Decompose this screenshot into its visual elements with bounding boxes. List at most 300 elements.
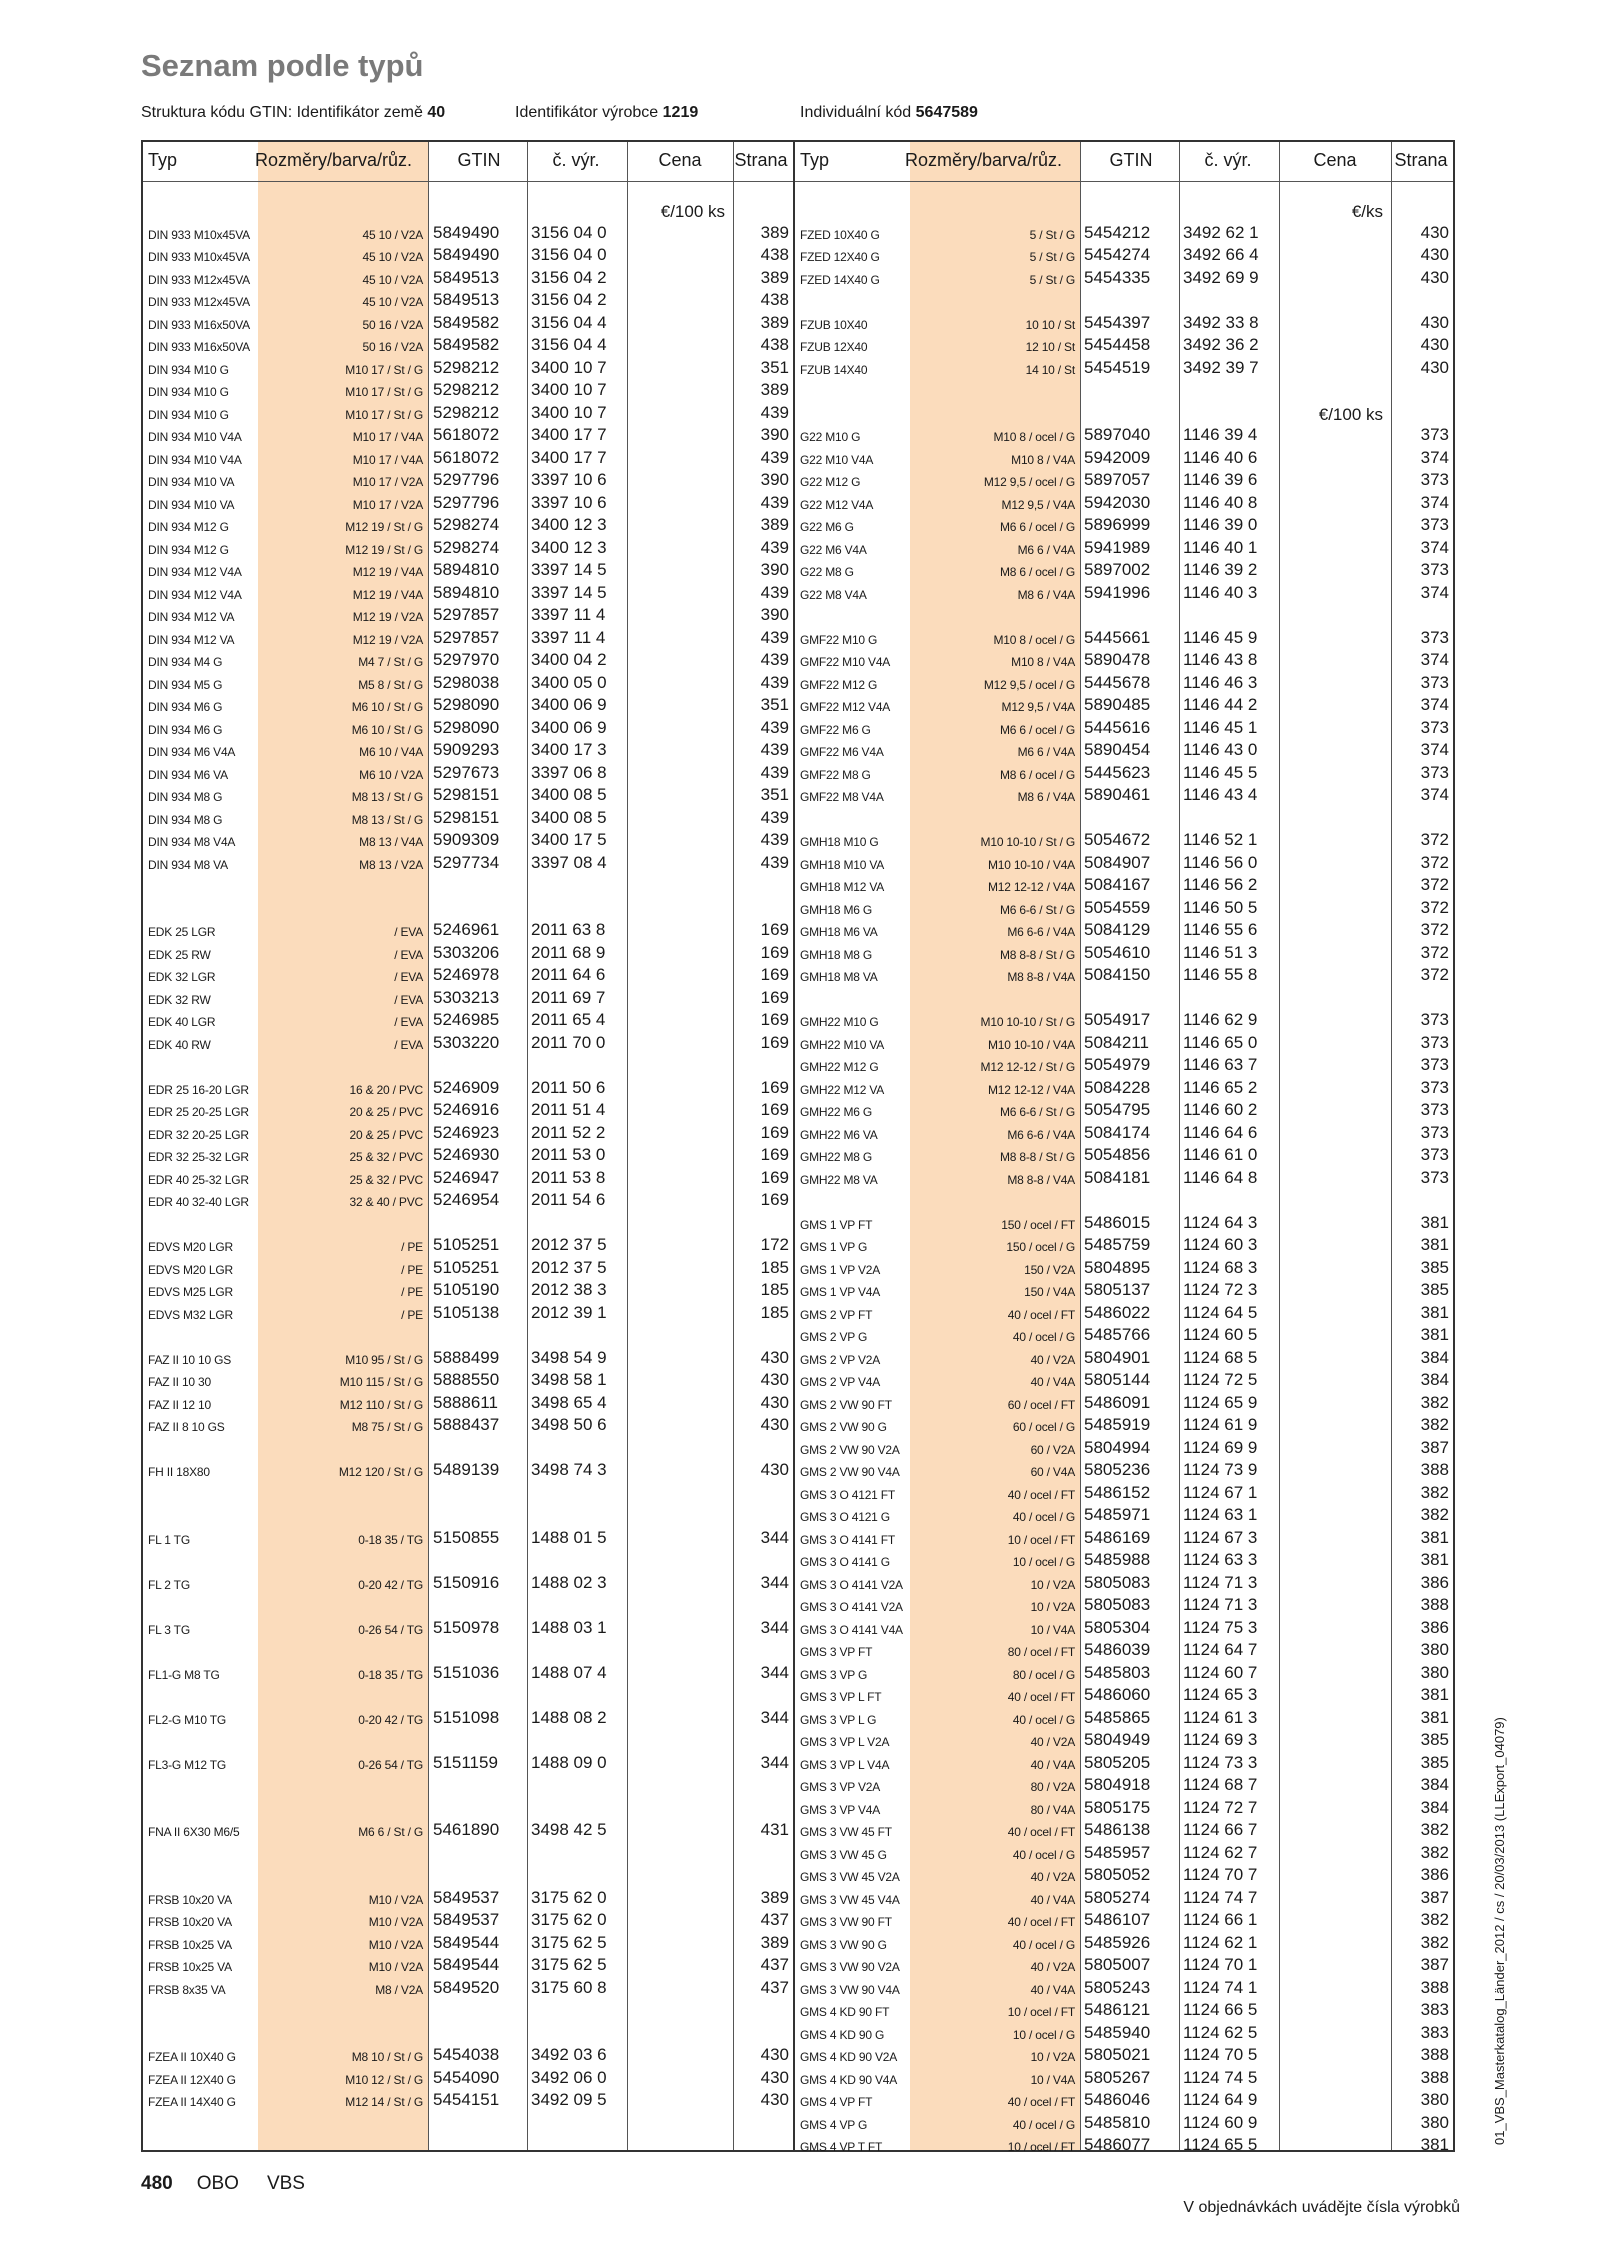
gtin-cell: 5246947 — [433, 1167, 500, 1187]
table-row — [795, 853, 1453, 875]
table-row — [795, 493, 1453, 515]
gtin-cell: 5486046 — [1084, 2090, 1151, 2109]
type-cell: GMS 4 KD 90 G — [800, 2027, 885, 2042]
page-ref-cell: 373 — [1420, 515, 1449, 534]
page-ref-cell: 439 — [760, 402, 789, 422]
page-ref-cell: 372 — [1420, 942, 1449, 962]
type-cell: DIN 933 M10x45VA — [148, 227, 250, 242]
article-number-cell: 1146 45 9 — [1183, 627, 1258, 647]
article-number-cell: 1124 62 5 — [1183, 2022, 1258, 2042]
dimension-cell: M6 6 / ocel / G — [999, 722, 1075, 737]
dimension-cell: M8 75 / St / G — [351, 1420, 423, 1434]
page-ref-cell: 381 — [1420, 1550, 1449, 1569]
article-number-cell: 1124 68 7 — [1183, 1775, 1258, 1794]
table-row — [143, 425, 793, 447]
gtin-cell: 5297673 — [433, 762, 500, 782]
gtin-cell: 5486077 — [1084, 2135, 1151, 2154]
dimension-cell: 150 / ocel / G — [1006, 1240, 1075, 1254]
table-row — [143, 920, 793, 942]
gtin-cell: 5486039 — [1084, 1640, 1151, 1659]
table-row — [143, 313, 793, 335]
gtin-cell: 5445661 — [1084, 627, 1151, 647]
type-cell: GMS 2 VP FT — [800, 1307, 873, 1322]
article-number-cell: 1488 07 4 — [531, 1662, 607, 1682]
table-row — [143, 1978, 793, 2000]
dimension-cell: 60 / V2A — [1030, 1442, 1075, 1457]
page-ref-cell: 384 — [1420, 1775, 1449, 1794]
table-row — [143, 2068, 793, 2090]
gtin-cell: 5805021 — [1084, 2045, 1151, 2064]
table-row — [143, 2045, 793, 2067]
article-number-cell: 3175 62 0 — [531, 1910, 607, 1929]
page-ref-cell: 344 — [760, 1707, 789, 1727]
type-cell: G22 M8 V4A — [800, 587, 867, 602]
table-row — [143, 740, 793, 762]
page-footer — [141, 2173, 333, 2195]
dimension-cell: M12 19 / V4A — [352, 587, 423, 602]
article-number-cell: 3400 10 7 — [531, 357, 607, 377]
footer-note: V objednávkách uvádějte čísla výrobků — [1183, 2199, 1460, 2216]
table-row — [795, 673, 1453, 695]
type-cell: GMS 2 VW 90 V2A — [800, 1442, 900, 1457]
dimension-cell: 10 / ocel / FT — [1007, 2005, 1075, 2019]
type-cell: EDVS M20 LGR — [148, 1262, 233, 1277]
table-row — [143, 1190, 793, 1212]
article-number-cell: 1124 72 3 — [1183, 1280, 1258, 1299]
dimension-cell: M8 6 / V4A — [1017, 790, 1075, 804]
gtin-cell: 5054559 — [1084, 897, 1151, 917]
table-row — [143, 1955, 793, 1977]
gtin-cell: 5890485 — [1084, 695, 1151, 714]
type-cell: GMH18 M10 G — [800, 835, 879, 849]
dimension-cell: 45 10 / V2A — [362, 227, 423, 242]
gtin-cell: 5105190 — [433, 1280, 500, 1299]
type-cell: DIN 934 M8 G — [148, 790, 223, 804]
dimension-cell: 40 / V2A — [1030, 1870, 1075, 1884]
table-row — [143, 1573, 793, 1595]
table-row — [795, 245, 1453, 267]
table-row — [795, 695, 1453, 717]
type-cell: GMH22 M10 VA — [800, 1037, 885, 1052]
table-row — [795, 1078, 1453, 1100]
dimension-cell: M12 19 / St / G — [345, 542, 423, 557]
gtin-cell: 5150978 — [433, 1617, 500, 1637]
table-row — [795, 560, 1453, 582]
dimension-cell: 5 / St / G — [1029, 272, 1075, 287]
article-number-cell: 3397 14 5 — [531, 560, 607, 579]
article-number-cell: 3400 17 5 — [531, 830, 607, 849]
dimension-cell: 80 / V4A — [1030, 1802, 1075, 1817]
type-cell: FZEA II 10X40 G — [148, 2050, 236, 2064]
gtin-cell: 5941989 — [1084, 537, 1151, 557]
table-row — [143, 223, 793, 245]
type-cell: GMS 3 VP V4A — [800, 1802, 881, 1817]
gtin-cell: 5486091 — [1084, 1392, 1151, 1412]
page-ref-cell: 169 — [760, 965, 789, 984]
article-number-cell: 1124 72 5 — [1183, 1370, 1258, 1389]
gtin-cell: 5054856 — [1084, 1145, 1151, 1164]
type-cell: GMF22 M8 G — [800, 767, 871, 782]
article-number-cell: 1124 70 1 — [1183, 1955, 1258, 1974]
page-ref-cell: 439 — [760, 627, 789, 647]
table-row — [795, 1955, 1453, 1977]
gtin-cell: 5303220 — [433, 1032, 500, 1052]
page-title: Seznam podle typů — [141, 48, 424, 83]
page-ref-cell: 384 — [1420, 1370, 1449, 1389]
table-header — [795, 142, 1453, 182]
page-ref-cell: 388 — [1420, 1595, 1449, 1614]
dimension-cell: 60 / ocel / G — [1012, 1420, 1075, 1434]
gtin-cell: 5084150 — [1084, 965, 1151, 984]
type-cell: G22 M12 V4A — [800, 497, 874, 512]
article-number-cell: 1146 40 6 — [1183, 447, 1258, 467]
gtin-cell: 5849544 — [433, 1932, 500, 1952]
article-number-cell: 3175 62 0 — [531, 1887, 607, 1907]
type-cell: GMS 2 VP V4A — [800, 1375, 881, 1389]
gtin-cell: 5084181 — [1084, 1167, 1151, 1187]
gtin-cell: 5485759 — [1084, 1235, 1151, 1254]
page-ref-cell: 430 — [1420, 357, 1449, 377]
gtin-cell: 5084167 — [1084, 875, 1151, 894]
page-ref-cell: 169 — [760, 1100, 789, 1119]
dimension-cell: / EVA — [394, 947, 423, 962]
table-row — [795, 1505, 1453, 1527]
page-ref-cell: 374 — [1420, 785, 1449, 804]
article-number-cell: 1146 46 3 — [1183, 672, 1258, 692]
gtin-cell: 5150916 — [433, 1572, 500, 1592]
table-row — [143, 268, 793, 290]
type-cell: GMF22 M12 G — [800, 677, 878, 692]
dimension-cell: M6 6-6 / St / G — [999, 902, 1075, 917]
article-number-cell: 1146 55 6 — [1183, 920, 1258, 939]
type-cell: GMS 2 VP V2A — [800, 1352, 881, 1367]
page-number: 480 — [141, 2173, 173, 2194]
type-cell: FAZ II 8 10 GS — [148, 1420, 225, 1434]
page-ref-cell: 382 — [1420, 1932, 1449, 1952]
type-cell: EDR 32 20-25 LGR — [148, 1127, 249, 1142]
article-number-cell: 1146 56 2 — [1183, 875, 1258, 894]
gtin-cell: 5849490 — [433, 222, 500, 242]
type-cell: FZEA II 14X40 G — [148, 2095, 236, 2109]
table-row — [143, 650, 793, 672]
type-cell: DIN 934 M12 V4A — [148, 587, 242, 602]
type-cell: FRSB 10x20 VA — [148, 1915, 232, 1929]
dimension-cell: 40 / ocel / FT — [1007, 1307, 1075, 1322]
article-number-cell: 2011 52 2 — [531, 1122, 606, 1142]
gtin-cell: 5486121 — [1084, 2000, 1151, 2019]
type-cell: EDK 40 RW — [148, 1037, 211, 1052]
article-number-cell: 3498 58 1 — [531, 1370, 607, 1389]
dimension-cell: M12 19 / St / G — [345, 520, 423, 534]
article-number-cell: 2011 69 7 — [531, 987, 606, 1007]
dimension-cell: M12 110 / St / G — [339, 1397, 423, 1412]
table-row — [143, 1168, 793, 1190]
dimension-cell: 32 & 40 / PVC — [349, 1195, 423, 1209]
dimension-cell: M10 / V2A — [368, 1960, 423, 1974]
article-number-cell: 1146 44 2 — [1183, 695, 1258, 714]
gtin-cell: 5486060 — [1084, 1685, 1151, 1704]
article-number-cell: 1124 65 3 — [1183, 1685, 1258, 1704]
dimension-cell: M10 17 / St / G — [345, 362, 423, 377]
table-row — [143, 1010, 793, 1032]
gtin-cell: 5849537 — [433, 1910, 500, 1929]
type-cell: GMS 3 VP L FT — [800, 1690, 882, 1704]
page-ref-cell: 373 — [1420, 627, 1449, 647]
dimension-cell: 80 / V2A — [1030, 1780, 1075, 1794]
article-number-cell: 1124 61 9 — [1183, 1415, 1258, 1434]
page-ref-cell: 381 — [1420, 1707, 1449, 1727]
dimension-cell: M10 / V2A — [368, 1915, 423, 1929]
type-cell: GMH22 M8 G — [800, 1150, 873, 1164]
page-ref-cell: 439 — [760, 740, 789, 759]
table-row — [143, 695, 793, 717]
table-row — [795, 1280, 1453, 1302]
article-number-cell: 1146 43 8 — [1183, 650, 1258, 669]
article-number-cell: 1146 39 2 — [1183, 560, 1258, 579]
gtin-cell: 5054610 — [1084, 942, 1151, 962]
type-cell: DIN 934 M12 G — [148, 542, 229, 557]
table-row — [143, 605, 793, 627]
dimension-cell: M10 95 / St / G — [345, 1352, 423, 1367]
table-row — [795, 1415, 1453, 1437]
gtin-cell: 5298151 — [433, 785, 500, 804]
table-row — [795, 943, 1453, 965]
type-cell: DIN 934 M10 G — [148, 362, 229, 377]
gtin-cell: 5804994 — [1084, 1437, 1151, 1457]
table-row — [143, 1078, 793, 1100]
dimension-cell: 0-18 35 / TG — [358, 1667, 423, 1682]
page-ref-cell: 382 — [1420, 1820, 1449, 1839]
dimension-cell: / PE — [401, 1285, 423, 1299]
page-ref-cell: 380 — [1420, 2090, 1449, 2109]
type-cell: DIN 933 M12x45VA — [148, 272, 250, 287]
right-table-half — [795, 142, 1453, 2154]
table-row — [143, 943, 793, 965]
page-ref-cell: 439 — [760, 717, 789, 737]
dimension-cell: M6 10 / V4A — [359, 745, 423, 759]
table-row — [795, 785, 1453, 807]
gtin-cell: 5805274 — [1084, 1887, 1151, 1907]
table-row — [795, 1528, 1453, 1550]
gtin-cell: 5805304 — [1084, 1617, 1151, 1637]
header-vyr: č. výr. — [552, 150, 600, 170]
article-number-cell: 1146 61 0 — [1183, 1145, 1258, 1164]
type-cell: GMS 4 KD 90 V2A — [800, 2050, 898, 2064]
page-ref-cell: 439 — [760, 807, 789, 827]
page-ref-cell: 430 — [760, 1415, 789, 1434]
type-cell: DIN 934 M6 G — [148, 700, 223, 714]
article-number-cell: 3397 06 8 — [531, 762, 607, 782]
type-cell: DIN 934 M12 VA — [148, 610, 235, 624]
gtin-cell: 5486015 — [1084, 1212, 1151, 1232]
page-ref-cell: 169 — [760, 987, 789, 1007]
gtin-cell: 5298038 — [433, 672, 500, 692]
dimension-cell: M8 6 / ocel / G — [999, 565, 1075, 579]
table-row — [795, 718, 1453, 740]
dimension-cell: M8 13 / St / G — [351, 790, 423, 804]
table-row — [795, 2023, 1453, 2045]
gtin-cell: 5297734 — [433, 852, 500, 872]
page-ref-cell: 374 — [1420, 492, 1449, 512]
article-number-cell: 3400 06 9 — [531, 695, 607, 714]
type-cell: DIN 934 M10 V4A — [148, 430, 242, 444]
dimension-cell: / PE — [401, 1307, 423, 1322]
dimension-cell: 40 / ocel / G — [1012, 1847, 1075, 1862]
page-ref-cell: 430 — [1420, 245, 1449, 264]
page-ref-cell: 381 — [1420, 1235, 1449, 1254]
dimension-cell: M8 8-8 / St / G — [999, 947, 1075, 962]
article-number-cell: 3492 09 5 — [531, 2090, 607, 2109]
gtin-cell: 5942009 — [1084, 447, 1151, 467]
gtin-cell: 5246916 — [433, 1100, 500, 1119]
dimension-cell: M8 13 / V4A — [359, 835, 423, 849]
page-ref-cell: 351 — [760, 785, 789, 804]
article-number-cell: 3397 10 6 — [531, 492, 607, 512]
type-cell: FRSB 10x25 VA — [148, 1960, 232, 1974]
dimension-cell: M10 8 / ocel / G — [993, 430, 1075, 444]
gtin-cell: 5454038 — [433, 2045, 500, 2064]
page-ref-cell: 390 — [760, 605, 789, 624]
header-gtin: GTIN — [1109, 150, 1153, 170]
article-number-cell: 1146 60 2 — [1183, 1100, 1258, 1119]
table-row — [795, 2068, 1453, 2090]
table-row — [143, 583, 793, 605]
page-ref-cell: 185 — [760, 1257, 789, 1277]
page-ref-cell: 389 — [760, 515, 789, 534]
type-cell: GMS 4 VP G — [800, 2117, 868, 2132]
type-cell: DIN 934 M8 G — [148, 812, 223, 827]
type-cell: EDR 40 32-40 LGR — [148, 1195, 249, 1209]
gtin-cell: 5246961 — [433, 920, 500, 939]
gtin-cell: 5485803 — [1084, 1662, 1151, 1682]
page-ref-cell: 439 — [760, 650, 789, 669]
type-cell: GMS 3 O 4141 G — [800, 1555, 890, 1569]
page-ref-cell: 439 — [760, 492, 789, 512]
type-cell: DIN 933 M16x50VA — [148, 340, 250, 354]
article-number-cell: 1124 69 3 — [1183, 1730, 1258, 1749]
article-number-cell: 3400 12 3 — [531, 515, 607, 534]
table-row — [143, 1708, 793, 1730]
page-ref-cell: 381 — [1420, 1527, 1449, 1547]
dimension-cell: 40 / V2A — [1030, 1352, 1075, 1367]
gtin-cell: 5105251 — [433, 1235, 500, 1254]
table-row — [795, 583, 1453, 605]
type-cell: GMF22 M6 V4A — [800, 745, 884, 759]
gtin-cell: 5246923 — [433, 1122, 500, 1142]
dimension-cell: / PE — [401, 1262, 423, 1277]
article-number-cell: 1146 64 8 — [1183, 1167, 1258, 1187]
table-row — [143, 358, 793, 380]
type-cell: GMS 3 O 4141 V2A — [800, 1577, 903, 1592]
type-cell: GMS 3 VP V2A — [800, 1780, 881, 1794]
type-cell: FAZ II 10 30 — [148, 1375, 211, 1389]
type-cell: EDR 25 16-20 LGR — [148, 1082, 249, 1097]
article-number-cell: 1124 68 5 — [1183, 1347, 1258, 1367]
article-number-cell: 3156 04 2 — [531, 267, 607, 287]
table-row — [795, 1213, 1453, 1235]
page-ref-cell: 381 — [1420, 1302, 1449, 1322]
gtin-cell: 5804918 — [1084, 1775, 1151, 1794]
page-ref-cell: 438 — [760, 290, 789, 309]
dimension-cell: M12 9,5 / ocel / G — [983, 475, 1075, 489]
page-ref-cell: 430 — [760, 2067, 789, 2087]
table-row — [143, 515, 793, 537]
table-row — [795, 1798, 1453, 1820]
type-cell: GMH22 M12 VA — [800, 1082, 885, 1097]
gtin-cell: 5486152 — [1084, 1482, 1151, 1502]
article-number-cell: 3498 65 4 — [531, 1392, 607, 1412]
header-vyr: č. výr. — [1204, 150, 1252, 170]
type-cell: DIN 934 M10 G — [148, 407, 229, 422]
article-number-cell: 3397 11 4 — [531, 605, 606, 624]
table-row — [795, 2135, 1453, 2157]
page-ref-cell: 169 — [760, 942, 789, 962]
type-cell: GMS 3 O 4121 FT — [800, 1487, 896, 1502]
table-row — [143, 763, 793, 785]
page-ref-cell: 386 — [1420, 1617, 1449, 1637]
article-number-cell: 2012 38 3 — [531, 1280, 607, 1299]
dimension-cell: M8 13 / St / G — [351, 812, 423, 827]
gtin-cell: 5485971 — [1084, 1505, 1151, 1524]
article-number-cell: 1124 63 1 — [1183, 1505, 1258, 1524]
article-number-cell: 3175 60 8 — [531, 1977, 607, 1997]
dimension-cell: M10 12 / St / G — [345, 2072, 423, 2087]
export-side-note: 01_VBS_Masterkatalog_Länder_2012 / cs / 20/03/2013 (LLExport_04079) — [1492, 1717, 1507, 2145]
dimension-cell: M10 / V2A — [368, 1937, 423, 1952]
table-row — [795, 1438, 1453, 1460]
price-unit-label: €/100 ks — [1318, 404, 1383, 424]
article-number-cell: 1146 40 3 — [1183, 582, 1258, 602]
gtin-cell: 5805236 — [1084, 1460, 1151, 1479]
type-cell: EDK 32 RW — [148, 992, 211, 1007]
type-cell: GMS 3 VP L G — [800, 1712, 877, 1727]
gtin-cell: 5805243 — [1084, 1977, 1151, 1997]
gtin-cell: 5454274 — [1084, 245, 1151, 264]
page-ref-cell: 373 — [1420, 1167, 1449, 1187]
dimension-cell: 16 & 20 / PVC — [349, 1082, 423, 1097]
article-number-cell: 2012 39 1 — [531, 1302, 607, 1322]
type-cell: GMH18 M12 VA — [800, 880, 885, 894]
gtin-cell: 5297796 — [433, 470, 500, 489]
gtin-cell: 5454397 — [1084, 312, 1151, 332]
dimension-cell: M12 9,5 / V4A — [1001, 497, 1075, 512]
page-ref-cell: 439 — [760, 447, 789, 467]
table-row — [143, 493, 793, 515]
article-number-cell: 3397 10 6 — [531, 470, 607, 489]
table-row — [795, 628, 1453, 650]
type-cell: GMS 3 O 4141 FT — [800, 1532, 896, 1547]
table-row — [795, 1348, 1453, 1370]
type-cell: DIN 934 M6 G — [148, 722, 223, 737]
gtin-cell: 5298212 — [433, 357, 500, 377]
type-cell: DIN 934 M12 V4A — [148, 565, 242, 579]
dimension-cell: 10 / ocel / FT — [1007, 1532, 1075, 1547]
gtin-cell: 5486138 — [1084, 1820, 1151, 1839]
dimension-cell: 10 / V2A — [1030, 2050, 1075, 2064]
gtin-cell: 5890478 — [1084, 650, 1151, 669]
type-cell: DIN 934 M5 G — [148, 677, 223, 692]
gtin-cell: 5804949 — [1084, 1730, 1151, 1749]
type-cell: G22 M10 G — [800, 430, 861, 444]
table-row — [795, 1325, 1453, 1347]
type-cell: GMF22 M8 V4A — [800, 790, 884, 804]
type-cell: DIN 933 M12x45VA — [148, 295, 250, 309]
table-row — [795, 1753, 1453, 1775]
table-row — [795, 223, 1453, 245]
article-number-cell: 3400 10 7 — [531, 402, 607, 422]
article-number-cell: 1146 39 0 — [1183, 515, 1258, 534]
page-ref-cell: 344 — [760, 1752, 789, 1772]
